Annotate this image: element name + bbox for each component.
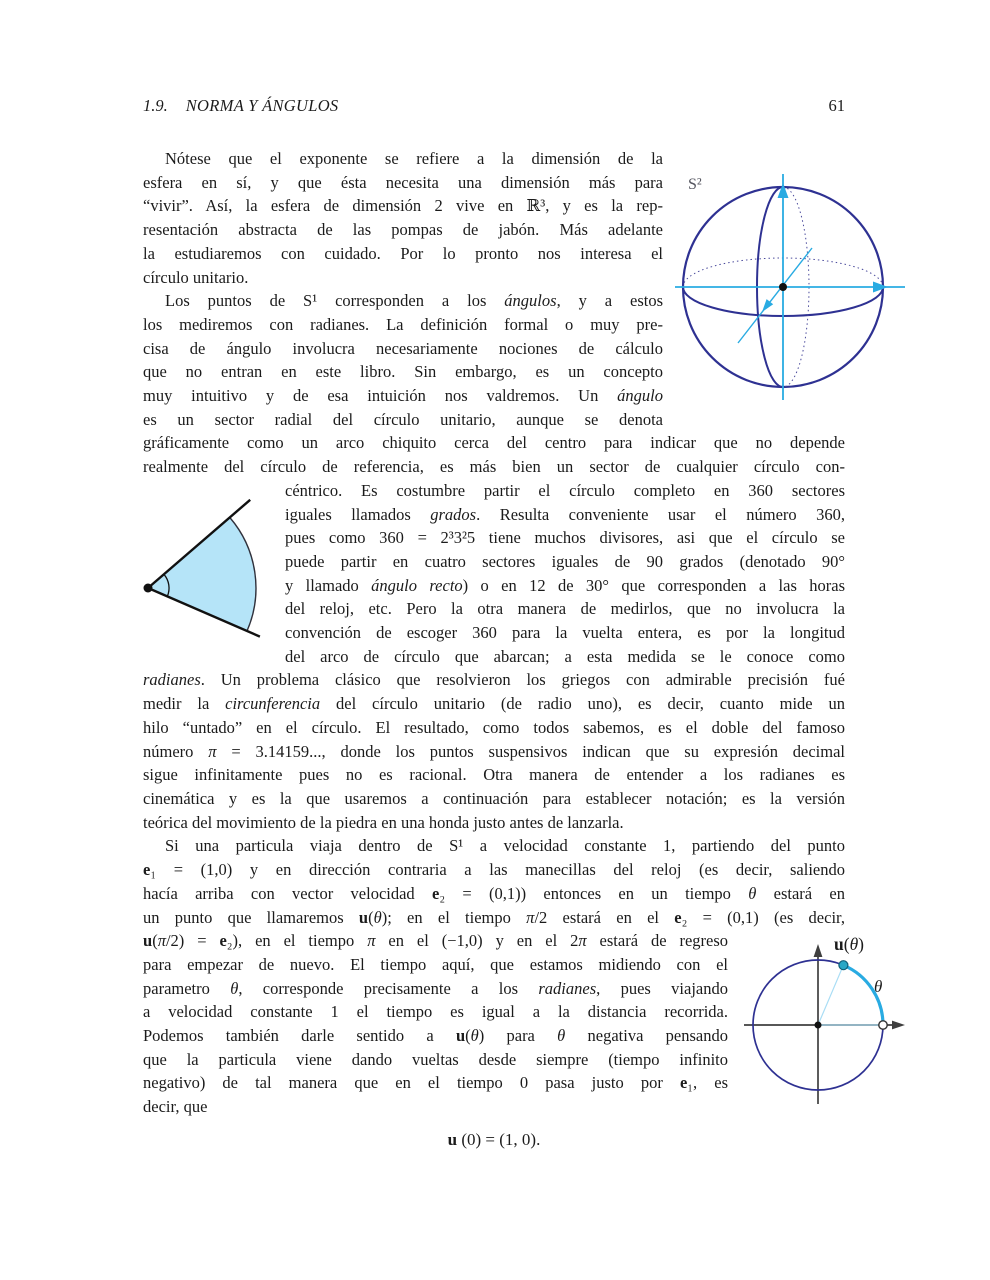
text-line: medir la circunferencia del círculo unitario (de radio uno), es decir, cuanto mide un	[143, 694, 845, 714]
text-line: Los puntos de S¹ corresponden a los ángulos, y a estos	[165, 291, 663, 311]
display-equation: u (0) = (1, 0).	[447, 1129, 541, 1149]
angle-drawing	[126, 484, 281, 646]
text-line: esfera en sí, y que ésta necesita una dimensión más para	[143, 172, 663, 192]
x-axis	[738, 248, 812, 343]
text-line: cisa de ángulo involucra necesariamente nociones de cálculo	[143, 338, 663, 358]
radius-to-u-theta	[818, 965, 843, 1025]
center-dot	[815, 1022, 822, 1029]
section-number: 1.9.	[143, 96, 168, 115]
text-line: céntrico. Es costumbre partir el círculo completo en 360 sectores	[285, 480, 845, 500]
running-header	[143, 96, 845, 116]
y-axis-arrow	[873, 282, 888, 293]
sphere-figure	[652, 158, 987, 406]
text-line: decir, que	[143, 1097, 208, 1117]
paragraph-si-una-particula-narrow	[143, 929, 728, 1119]
text-line: u(π/2) = e₂), en el tiempo π en el (−1,0) y en el 2π estará de regreso	[143, 931, 729, 951]
text-line: radianes. Un problema clásico que resolvieron los griegos con admirable precisión fué	[143, 670, 845, 690]
text-line: sigue infinitamente pues no es racional. Otra manera de entender a los radianes es	[143, 765, 845, 785]
page-number: 61	[828, 96, 845, 115]
paragraph-radianes	[143, 668, 845, 834]
text-line: Podemos también darle sentido a u(θ) para θ negativa pensando	[143, 1026, 728, 1046]
text-line: negativo) de tal manera que en el tiempo 0 pasa justo por e₁, es	[143, 1073, 728, 1093]
text-line: Si una particula viaja dentro de S¹ a velocidad constante 1, partiendo del punto	[165, 836, 845, 856]
text-line: del reloj, etc. Pero la otra manera de medirlos, que no involucra la	[285, 599, 845, 619]
text-line: que no entran en este libro. Sin embargo, es un concepto	[143, 362, 663, 382]
sphere-label: S²	[688, 176, 702, 193]
text-line: un punto que llamaremos u(θ); en el tiempo π/2 estará en el e₂ = (0,1) (es decir,	[143, 907, 845, 927]
paragraph-notese	[143, 147, 663, 289]
text-line: círculo unitario.	[143, 267, 249, 287]
text-line: gráficamente como un arco chiquito cerca del centro para indicar que no depende	[143, 433, 845, 453]
text-line: número π = 3.14159..., donde los puntos suspensivos indican que su expresión decimal	[143, 741, 845, 761]
text-line: del arco de círculo que abarcan; a esta medida se le conoce como	[285, 646, 845, 666]
sphere-drawing	[652, 158, 987, 406]
text-line: hacía arriba con vector velocidad e₂ = (0,1)) entonces en un tiempo θ estará en	[143, 883, 845, 903]
text-line: los mediremos con radianes. La definición formal o muy pre-	[143, 314, 663, 334]
angle-figure	[126, 484, 281, 646]
text-line: convención de escoger 360 para la vuelta entera, es por la longitud	[285, 623, 845, 643]
text-line: puede partir en cuatro sectores iguales de 90 grados (denotado 90°	[285, 551, 845, 571]
text-line: que la particula viene dando vueltas desde siempre (tiempo infinito	[143, 1049, 728, 1069]
unit-circle-figure	[728, 930, 973, 1135]
text-line: resentación abstracta de las pompas de jabón. Más adelante	[143, 220, 663, 240]
paragraph-centrico	[285, 479, 845, 669]
text-line: es un sector radial del círculo unitario, aunque se denota	[143, 409, 663, 429]
text-line: a velocidad constante 1 el tiempo es igual a la distancia recorrida.	[143, 1002, 728, 1022]
angle-vertex-dot	[144, 584, 153, 593]
u-theta-point	[839, 961, 848, 970]
unit-circle-drawing	[728, 930, 973, 1135]
y-axis-arrow	[814, 944, 823, 957]
text-line: realmente del círculo de referencia, es más bien un sector de cualquier círculo con-	[143, 457, 845, 477]
x-axis-arrow	[892, 1021, 905, 1030]
z-axis-arrow	[778, 183, 789, 198]
text-line: iguales llamados grados. Resulta conveniente usar el número 360,	[285, 504, 845, 524]
text-line: Nótese que el exponente se refiere a la dimensión de la	[165, 149, 663, 168]
text-line: e₁ = (1,0) y en dirección contraria a las manecillas del reloj (es decir, saliendo	[143, 860, 845, 880]
u-theta-label: u(θ)	[834, 934, 864, 954]
paragraph-los-puntos-fullwidth	[143, 431, 845, 478]
e1-open-point	[879, 1021, 887, 1029]
paragraph-si-una-particula	[143, 834, 845, 929]
theta-label: θ	[874, 977, 883, 996]
text-line: “vivir”. Así, la esfera de dimensión 2 vive en ℝ³, y es la rep-	[143, 196, 663, 216]
section-title: NORMA Y ÁNGULOS	[185, 96, 339, 115]
text-line: parametro θ, corresponde precisamente a los radianes, pues viajando	[143, 978, 728, 998]
text-line: cinemática y es la que usaremos a continuación para establecer notación; es la versión	[143, 788, 845, 808]
text-line: y llamado ángulo recto) o en 12 de 30° que corresponden a las horas	[285, 575, 845, 595]
text-line: la estudiaremos con cuidado. Por lo pronto nos interesa el	[143, 243, 663, 263]
paragraph-los-puntos	[143, 289, 663, 431]
text-line: muy intuitivo y de esa intuición nos valdremos. Un ángulo	[143, 386, 663, 406]
text-line: para empezar de nuevo. El tiempo aquí, que estamos midiendo con el	[143, 954, 728, 974]
text-line: hilo “untado” en el círculo. El resultado, como todos sabemos, es el doble del famoso	[143, 717, 845, 737]
sphere-center-dot	[779, 283, 787, 291]
text-line: teórica del movimiento de la piedra en una honda justo antes de lanzarla.	[143, 812, 624, 832]
text-line: pues como 360 = 2³3²5 tiene muchos divisores, asi que el círculo se	[285, 528, 845, 548]
